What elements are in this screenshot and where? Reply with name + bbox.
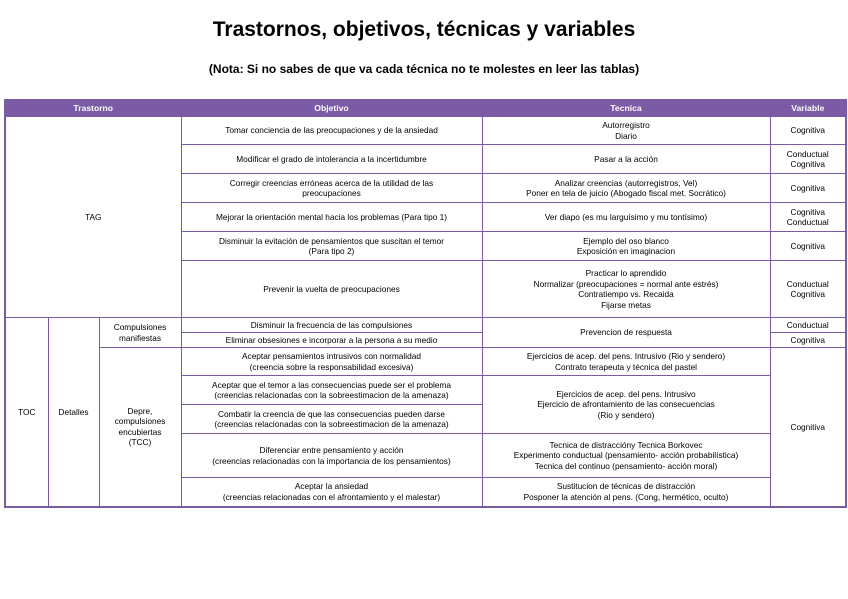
cell-line: Ver diapo (es mu larguísimo y mu tontísimo) xyxy=(544,211,708,222)
cell-line: Prevenir la vuelta de preocupaciones xyxy=(263,283,400,294)
cell-line: Diario xyxy=(615,130,637,141)
cell-line: (creencias relacionadas con la sobreestimacion de la amenaza) xyxy=(214,419,449,429)
cell-line: preocupaciones xyxy=(302,188,361,198)
table-header-row xyxy=(5,100,846,117)
cell-line: (Para tipo 2) xyxy=(308,246,355,256)
tecnica-cell xyxy=(482,376,770,434)
cell-line: Disminuir la frecuencia de las compulsiones xyxy=(250,319,413,330)
cell-line: Eliminar obsesiones e incorporar a la persona a su medio xyxy=(225,334,438,345)
cell-line: Ejercicios de acep. del pens. Intrusivo xyxy=(556,388,696,399)
variable-cell xyxy=(770,232,846,261)
cell-line: Ejercicios de acep. del pens. Intrusivo (Rio y sendero) xyxy=(526,351,726,361)
cell-line: Contratiempo vs. Recaida xyxy=(578,289,674,299)
objetivo-cell xyxy=(181,117,482,145)
cell-line: Cognitiva xyxy=(790,240,826,251)
objetivo-cell xyxy=(181,203,482,232)
cell-line: Exposición en imaginacion xyxy=(576,246,676,256)
cell-line: Posponer la atención al pens. (Cong, hermético, oculto) xyxy=(523,491,729,502)
objetivo-cell xyxy=(181,232,482,261)
cell-line: Aceptar la ansiedad xyxy=(294,481,369,492)
cell-line: Ejercicio de afrontamiento de las consecuencias xyxy=(537,399,715,410)
cell-line: Practicar lo aprendido xyxy=(585,268,667,278)
variable-cell xyxy=(770,318,846,333)
cell-line: Pasar a la acción xyxy=(594,153,658,164)
trastorno-toc: TOC xyxy=(5,318,48,507)
page-note: (Nota: Si no sabes de que va cada técnica no te molestes en leer las tablas) xyxy=(208,62,640,76)
tecnica-cell xyxy=(482,117,770,145)
cell-line: Mejorar la orientación mental hacia los problemas (Para tipo 1) xyxy=(215,211,448,222)
tecnica-cell xyxy=(482,434,770,478)
objetivo-cell xyxy=(181,348,482,376)
objetivo-cell xyxy=(181,376,482,405)
variable-cell xyxy=(770,348,846,507)
variable-cell xyxy=(770,261,846,318)
header-tecnica: Tecnica xyxy=(482,100,770,117)
cell-line: (creencia sobre la responsabilidad excesiva) xyxy=(249,361,414,372)
cell-line: Tomar conciencia de las preocupaciones y de la ansiedad xyxy=(225,125,438,136)
header-variable: Variable xyxy=(770,100,846,117)
cell-line: Contrato terapeuta y técnica del pastel xyxy=(554,361,698,372)
objetivo-cell xyxy=(181,318,482,333)
cell-line: (Rio y sendero) xyxy=(597,409,655,420)
table-row xyxy=(5,318,846,333)
tecnica-cell xyxy=(482,203,770,232)
cell-line: (TCC) xyxy=(128,437,152,448)
table-row xyxy=(5,348,846,376)
toc-detalles: Detalles xyxy=(48,318,99,507)
cell-line: (creencias relacionadas con la sobreestimacion de la amenaza) xyxy=(214,390,449,400)
variable-cell xyxy=(770,333,846,348)
cell-line: Corregir creencias erróneas acerca de la utilidad de las xyxy=(229,177,434,188)
toc-compulsiones-encubiertas xyxy=(99,348,181,507)
cell-line: Aceptar que el temor a las consecuencias puede ser el problema xyxy=(212,379,451,390)
table-row xyxy=(5,117,846,145)
tecnica-cell xyxy=(482,174,770,203)
cell-line: Aceptar pensamientos intrusivos con normalidad xyxy=(242,351,421,361)
cell-line: Cognitiva xyxy=(790,334,826,345)
cell-line: Cognitiva xyxy=(790,421,826,432)
cell-line: Cognitiva xyxy=(790,206,826,217)
cell-line: Autorregistro xyxy=(602,120,650,130)
cell-line: Conductual xyxy=(786,319,829,330)
objetivo-cell xyxy=(181,145,482,174)
cell-line: Ejemplo del oso blanco xyxy=(583,235,669,246)
header-objetivo: Objetivo xyxy=(181,100,482,117)
cell-line: Combatir la creencia de que las consecuencias pueden darse xyxy=(218,408,445,419)
tecnica-cell xyxy=(482,261,770,318)
header-trastorno: Trastorno xyxy=(5,100,181,117)
tecnica-cell xyxy=(482,145,770,174)
cell-line: Compulsiones xyxy=(113,322,167,332)
cell-line: Tecnica de distraccióny Tecnica Borkovec xyxy=(549,439,703,450)
cell-line: Experimento conductual (pensamiento- acción probabilística) xyxy=(513,450,739,461)
cell-line: Normalizar (preocupaciones = normal ante estrés) xyxy=(533,278,719,289)
cell-line: Poner en tela de juicio (Abogado fiscal met. Socrático) xyxy=(526,188,726,198)
cell-line: Conductual xyxy=(786,148,829,159)
tecnica-cell xyxy=(482,348,770,376)
tecnica-cell xyxy=(482,232,770,261)
cell-line: Diferenciar entre pensamiento y acción xyxy=(259,445,404,455)
objetivo-cell xyxy=(181,261,482,318)
tecnica-cell xyxy=(482,478,770,507)
cell-line: (creencias relacionadas con el afrontamiento y el malestar) xyxy=(222,491,441,502)
cell-line: Analizar creencias (autorregistros, Vel) xyxy=(554,177,698,188)
objetivo-cell xyxy=(181,174,482,203)
variable-cell xyxy=(770,203,846,232)
cell-line: Conductual xyxy=(786,278,829,289)
cell-line: Disminuir la evitación de pensamientos que suscitan el temor xyxy=(218,235,445,246)
techniques-table xyxy=(4,99,847,508)
cell-line: Sustitucion de técnicas de distracción xyxy=(556,481,696,492)
variable-cell xyxy=(770,145,846,174)
cell-line: (creencias relacionadas con la importancia de los pensamientos) xyxy=(212,455,451,466)
variable-cell xyxy=(770,117,846,145)
page-title: Trastornos, objetivos, técnicas y variables xyxy=(212,18,636,41)
cell-line: Depre, xyxy=(127,405,153,416)
cell-line: encubiertas xyxy=(118,426,162,437)
cell-line: compulsiones xyxy=(114,416,166,427)
cell-line: Tecnica del continuo (pensamiento- acción moral) xyxy=(534,460,718,471)
variable-cell xyxy=(770,174,846,203)
cell-line: Conductual xyxy=(786,217,829,227)
objetivo-cell xyxy=(181,405,482,434)
cell-line: manifiestas xyxy=(119,332,161,343)
objetivo-cell xyxy=(181,333,482,348)
trastorno-tag: TAG xyxy=(5,117,181,318)
cell-line: Prevencion de respuesta xyxy=(580,327,672,338)
cell-line: Cognitiva xyxy=(790,125,826,136)
objetivo-cell xyxy=(181,478,482,507)
tecnica-cell xyxy=(482,318,770,348)
objetivo-cell xyxy=(181,434,482,478)
cell-line: Cognitiva xyxy=(790,159,826,169)
cell-line: Cognitiva xyxy=(790,182,826,193)
cell-line: Modificar el grado de intolerancia a la incertidumbre xyxy=(236,153,427,164)
toc-compulsiones-manifiestas xyxy=(99,318,181,348)
cell-line: Cognitiva xyxy=(790,289,826,299)
cell-line: Fijarse metas xyxy=(601,299,651,310)
